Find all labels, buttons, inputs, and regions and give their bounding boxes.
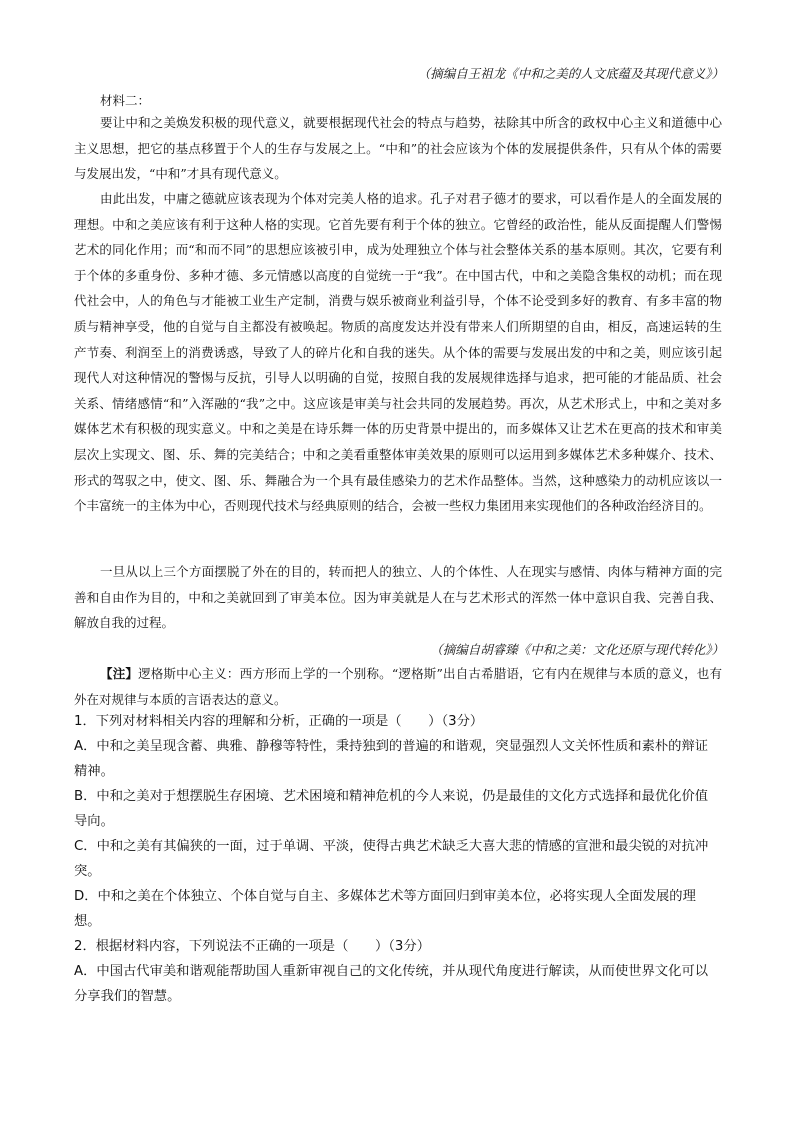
material-2-paragraph-3: 一旦从以上三个方面摆脱了外在的目的，转而把人的独立、人的个体性、人在现实与感情、肉体与精神方面的完善和自由作为目的，中和之美就回到了审美本位。因为审美就是人在与艺术形式的浑然一体中意识自我、完善自我、解放自我的过程。: [74, 564, 722, 631]
question-2-stem: 2．根据材料内容，下列说法不正确的一项是（ ）（3分）: [74, 939, 430, 954]
question-1-option-c: C．中和之美有其偏狭的一面，过于单调、平淡，使得古典艺术缺乏大喜大悲的情感的宣泄和最尖锐的对抗冲突。: [74, 839, 709, 879]
note-tag: 【注】: [100, 666, 139, 681]
question-1-stem: 1．下列对材料相关内容的理解和分析，正确的一项是（ ）（3分）: [74, 714, 484, 729]
material-2-label: 材料二：: [100, 93, 151, 108]
material-2-paragraph-2: 由此出发，中庸之德就应该表现为个体对完美人格的追求。孔子对君子德才的要求，可以看作是人的全面发展的理想。中和之美应该有利于这种人格的实现。它首先要有利于个体的独立。它曾经的政治性，能从反面提醒人们警惕艺术的同化作用；而“和而不同”的思想应该被引申，成为处理独立个体与社会整体关系的基本原则。其次，它要有利于个体的多重身份、多种才德、多元情感以高度的自觉统一于“我”。在中国古代，中和之美隐含集权的动机；而在现代社会中，人的角色与才能被工业生产定制，消费与娱乐被商业利益引导，个体不论受到多好的教育、有多丰富的物质与精神享受，他的自觉与自主都没有被唤起。物质的高度发达并没有带来人们所期望的自由，相反，高速运转的生产节奏、利润至上的消费诱惑，导致了人的碎片化和自我的迷失。从个体的需要与发展出发的中和之美，则应该引起现代人对这种情况的警惕与反抗，引导人以明确的自觉，按照自我的发展规律选择与追求，把可能的才能品质、社会关系、情绪感情“和”入浑融的“我”之中。这应该是审美与社会共同的发展趋势。再次，从艺术形式上，中和之美对多媒体艺术有积极的现实意义。中和之美是在诗乐舞一体的历史背景中提出的，而多媒体又让艺术在更高的技术和审美层次上实现文、图、乐、舞的完美结合；中和之美看重整体审美效果的原则可以运用到多媒体艺术多种媒介、技术、形式的驾驭之中，使文、图、乐、舞融合为一个具有最佳感染力的艺术作品整体。当然，这种感染力的动机应该以一个丰富统一的主体为中心，否则现代技术与经典原则的结合，会被一些权力集团用来实现他们的各种政治经济目的。: [74, 191, 722, 514]
material-2-paragraph-1: 要让中和之美焕发积极的现代意义，就要根据现代社会的特点与趋势，祛除其中所含的政权中心主义和道德中心主义思想，把它的基点移置于个人的生存与发展之上。“中和”的社会应该为个体的发展提供条件，只有从个体的需要与发展出发，“中和”才具有现代意义。: [74, 115, 722, 182]
question-2-option-a: A．中国古代审美和谐观能帮助国人重新审视自己的文化传统，并从现代角度进行解读，从而使世界文化可以分享我们的智慧。: [74, 964, 709, 1004]
question-1-option-b: B．中和之美对于想摆脱生存困境、艺术困境和精神危机的今人来说，仍是最佳的文化方式选择和最优化价值导向。: [74, 789, 709, 829]
note-text: 逻格斯中心主义：西方形而上学的一个别称。“逻格斯”出自古希腊语，它有内在规律与本质的意义，也有外在对规律与本质的言语表达的意义。: [74, 666, 722, 707]
question-1-option-a: A．中和之美呈现含蓄、典雅、静穆等特性，秉持独到的普遍的和谐观，突显强烈人文关怀性质和素朴的辩证精神。: [74, 739, 709, 779]
note-paragraph: [74, 661, 722, 712]
source-citation-1: （摘编自王祖龙《中和之美的人文底蕴及其现代意义》）: [417, 66, 724, 81]
source-citation-2: （摘编自胡睿臻《中和之美：文化还原与现代转化》）: [430, 642, 724, 657]
question-1-option-d: D．中和之美在个体独立、个体自觉与自主、多媒体艺术等方面回归到审美本位，必将实现人全面发展的理想。: [74, 889, 696, 929]
